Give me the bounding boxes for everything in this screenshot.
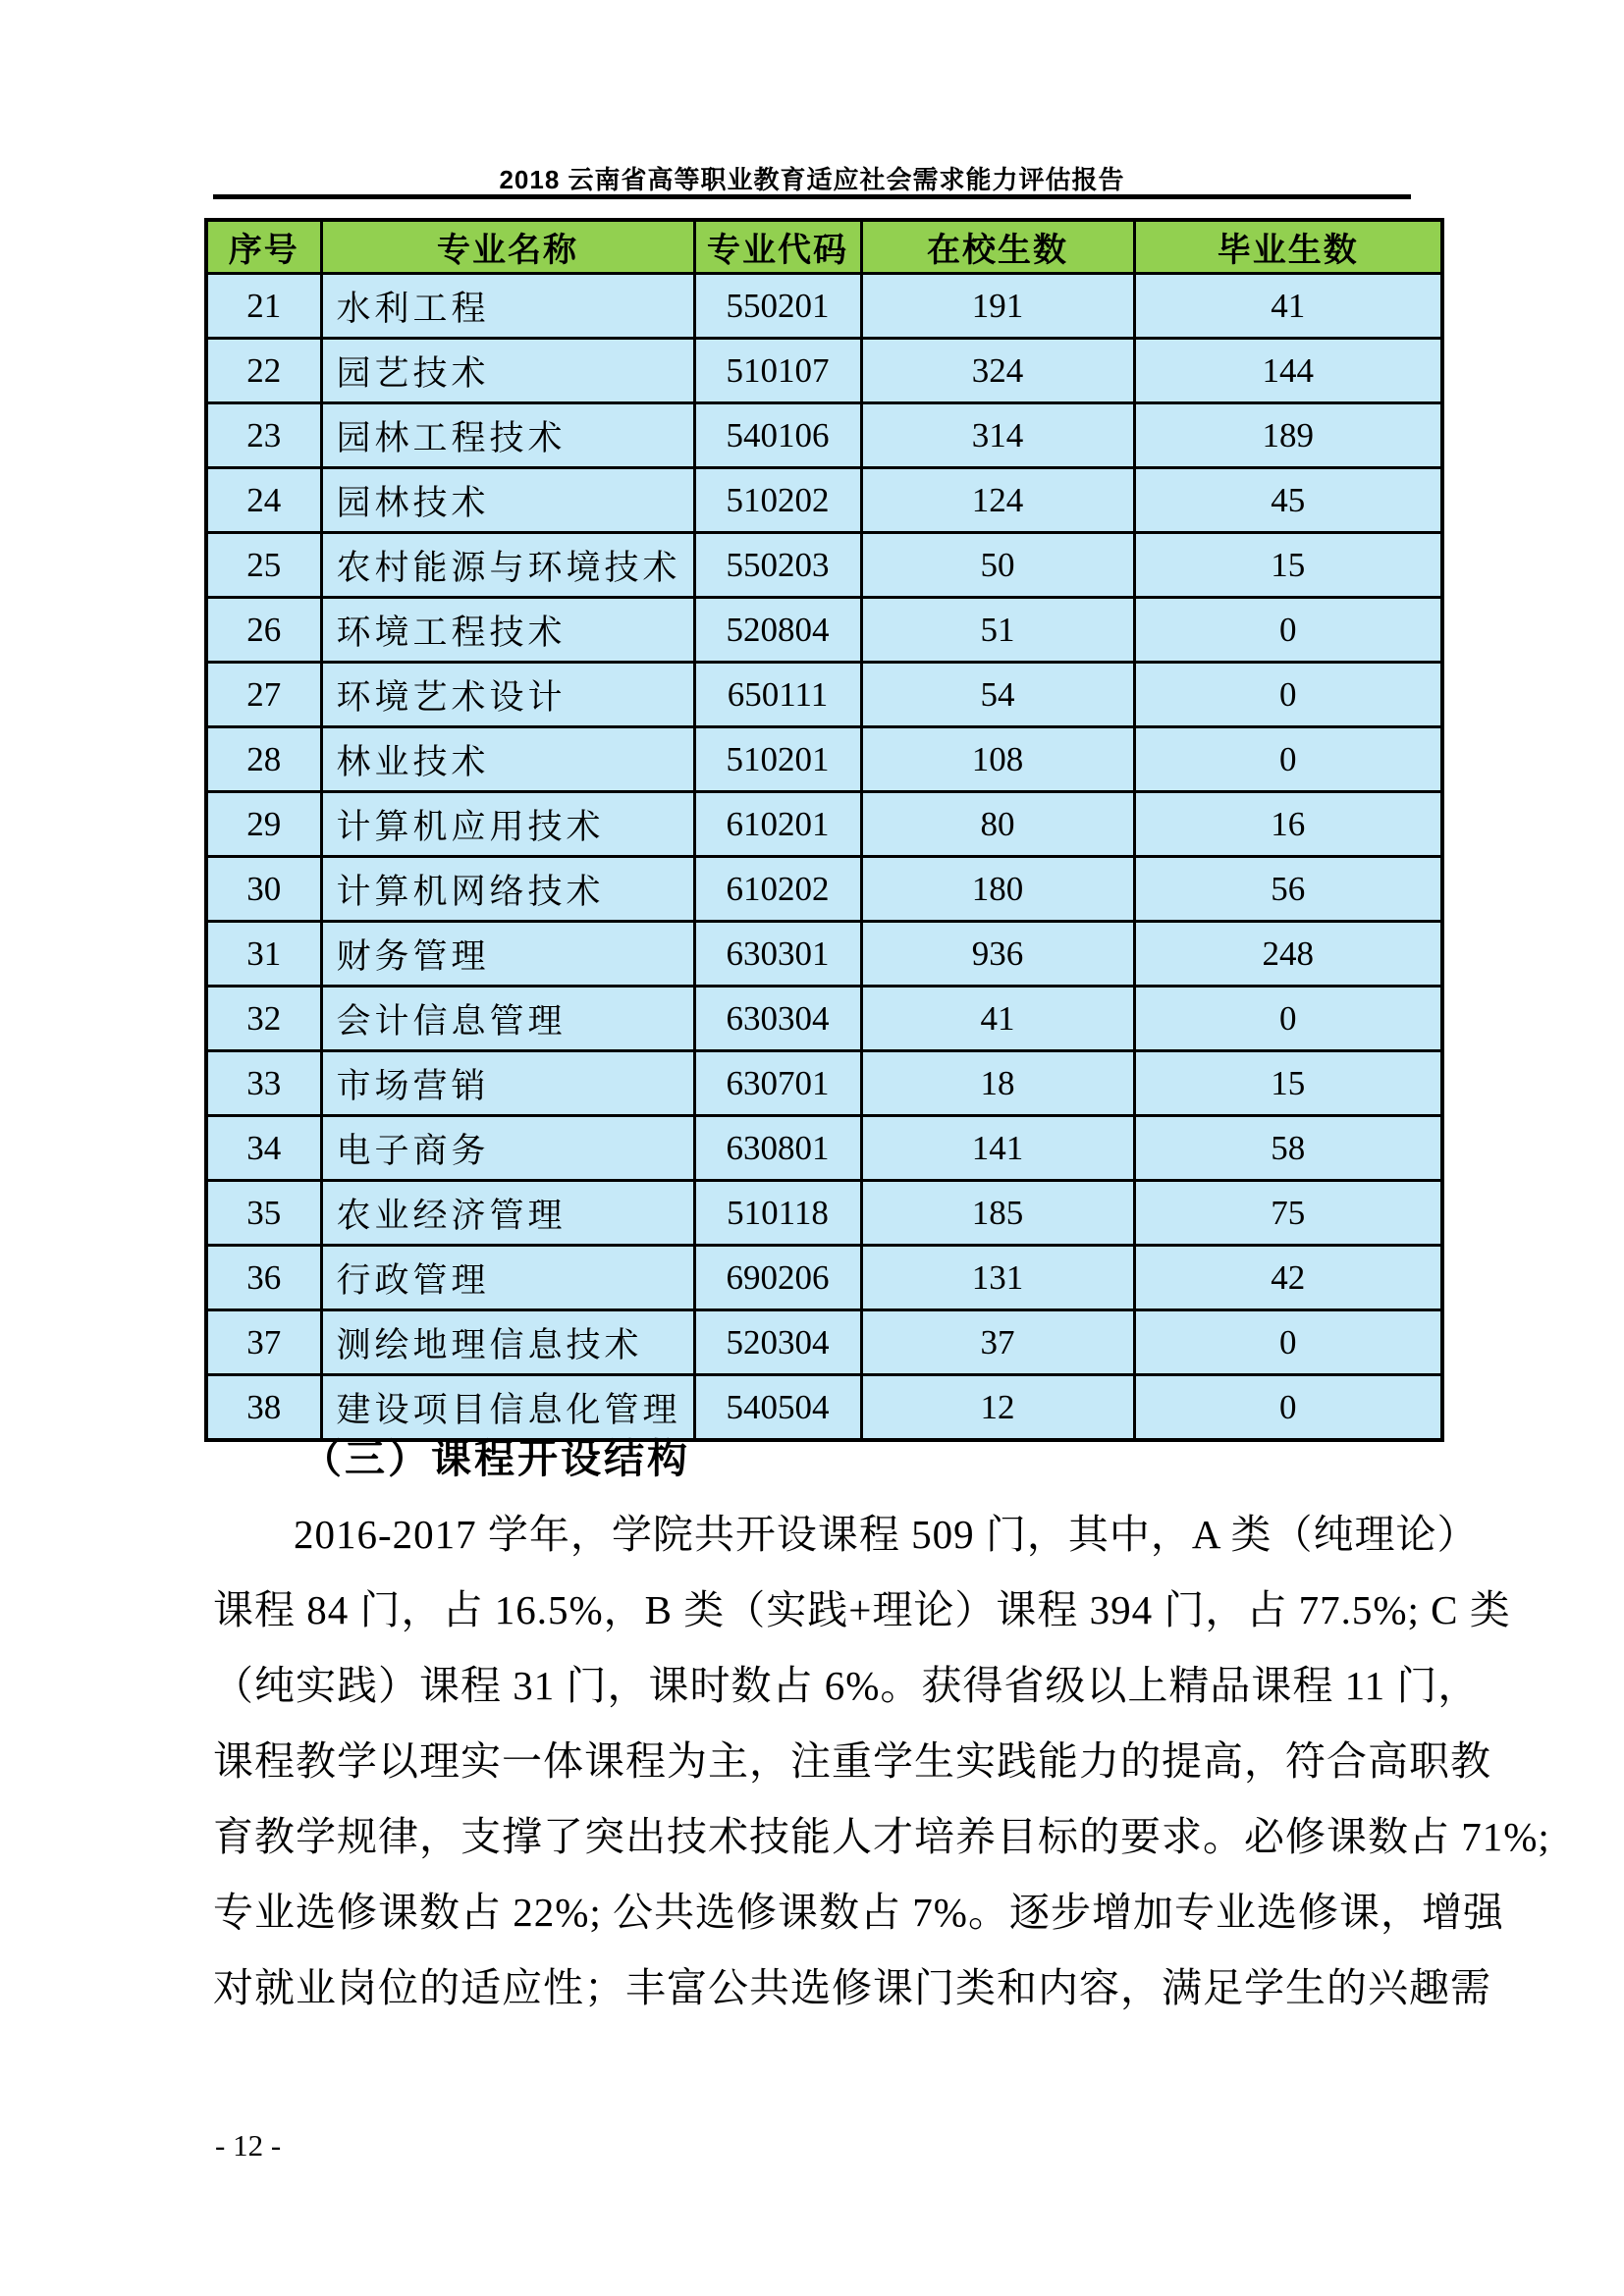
cell-graduate-count: 15 — [1134, 1051, 1442, 1116]
cell-graduate-count: 0 — [1134, 598, 1442, 663]
cell-major-name: 行政管理 — [321, 1246, 694, 1310]
cell-major-code: 520304 — [694, 1310, 861, 1375]
cell-major-name: 会计信息管理 — [321, 987, 694, 1051]
cell-major-code: 550203 — [694, 533, 861, 598]
cell-major-name: 计算机应用技术 — [321, 792, 694, 857]
table-row — [206, 533, 1442, 598]
page-number: - 12 - — [215, 2128, 282, 2163]
cell-major-code: 520804 — [694, 598, 861, 663]
table-row — [206, 857, 1442, 922]
cell-enrolled-count: 80 — [861, 792, 1134, 857]
cell-serial-number: 37 — [206, 1310, 321, 1375]
cell-graduate-count: 189 — [1134, 403, 1442, 468]
table-row — [206, 922, 1442, 987]
cell-major-code: 690206 — [694, 1246, 861, 1310]
cell-enrolled-count: 936 — [861, 922, 1134, 987]
table-row — [206, 339, 1442, 403]
cell-graduate-count: 0 — [1134, 1375, 1442, 1441]
cell-graduate-count: 56 — [1134, 857, 1442, 922]
cell-serial-number: 35 — [206, 1181, 321, 1246]
cell-major-code: 630801 — [694, 1116, 861, 1181]
cell-major-code: 540504 — [694, 1375, 861, 1441]
cell-major-name: 园林工程技术 — [321, 403, 694, 468]
cell-serial-number: 22 — [206, 339, 321, 403]
cell-graduate-count: 0 — [1134, 987, 1442, 1051]
cell-major-code: 510202 — [694, 468, 861, 533]
cell-major-name: 建设项目信息化管理 — [321, 1375, 694, 1441]
cell-enrolled-count: 191 — [861, 274, 1134, 339]
cell-serial-number: 31 — [206, 922, 321, 987]
cell-serial-number: 21 — [206, 274, 321, 339]
cell-graduate-count: 0 — [1134, 727, 1442, 792]
section-heading: （三）课程开设结构 — [301, 1436, 690, 1481]
cell-major-code: 510201 — [694, 727, 861, 792]
cell-major-name: 电子商务 — [321, 1116, 694, 1181]
table-row — [206, 663, 1442, 727]
cell-serial-number: 36 — [206, 1246, 321, 1310]
cell-serial-number: 32 — [206, 987, 321, 1051]
cell-enrolled-count: 50 — [861, 533, 1134, 598]
cell-major-name: 计算机网络技术 — [321, 857, 694, 922]
cell-major-name: 环境工程技术 — [321, 598, 694, 663]
paragraph-line: 专业选修课数占 22%; 公共选修课数占 7%。逐步增加专业选修课，增强 — [213, 1890, 1504, 1935]
cell-enrolled-count: 131 — [861, 1246, 1134, 1310]
column-header-graduate-count: 毕业生数 — [1134, 220, 1442, 274]
cell-major-name: 园艺技术 — [321, 339, 694, 403]
cell-serial-number: 38 — [206, 1375, 321, 1441]
cell-enrolled-count: 37 — [861, 1310, 1134, 1375]
table-row — [206, 1246, 1442, 1310]
cell-major-name: 农业经济管理 — [321, 1181, 694, 1246]
table-row — [206, 727, 1442, 792]
table-row — [206, 1181, 1442, 1246]
cell-enrolled-count: 141 — [861, 1116, 1134, 1181]
table-row — [206, 792, 1442, 857]
table-row — [206, 1310, 1442, 1375]
cell-serial-number: 33 — [206, 1051, 321, 1116]
table-row — [206, 468, 1442, 533]
header-rule — [213, 194, 1411, 199]
paragraph-line: 对就业岗位的适应性；丰富公共选修课门类和内容，满足学生的兴趣需 — [213, 1965, 1491, 2010]
cell-major-code: 550201 — [694, 274, 861, 339]
cell-major-code: 540106 — [694, 403, 861, 468]
table-row — [206, 274, 1442, 339]
column-header-enrolled-count: 在校生数 — [861, 220, 1134, 274]
cell-major-code: 610202 — [694, 857, 861, 922]
cell-serial-number: 23 — [206, 403, 321, 468]
cell-major-name: 测绘地理信息技术 — [321, 1310, 694, 1375]
cell-major-name: 市场营销 — [321, 1051, 694, 1116]
cell-serial-number: 34 — [206, 1116, 321, 1181]
cell-major-name: 财务管理 — [321, 922, 694, 987]
header-row — [206, 220, 1442, 274]
cell-major-name: 园林技术 — [321, 468, 694, 533]
cell-serial-number: 25 — [206, 533, 321, 598]
section-content — [213, 1421, 1550, 2026]
cell-enrolled-count: 324 — [861, 339, 1134, 403]
cell-major-code: 630701 — [694, 1051, 861, 1116]
cell-enrolled-count: 124 — [861, 468, 1134, 533]
cell-enrolled-count: 180 — [861, 857, 1134, 922]
cell-major-name: 水利工程 — [321, 274, 694, 339]
paragraph-line: （纯实践）课程 31 门，课时数占 6%。获得省级以上精品课程 11 门， — [213, 1663, 1480, 1708]
cell-major-code: 610201 — [694, 792, 861, 857]
cell-serial-number: 27 — [206, 663, 321, 727]
cell-enrolled-count: 51 — [861, 598, 1134, 663]
cell-serial-number: 28 — [206, 727, 321, 792]
cell-major-code: 650111 — [694, 663, 861, 727]
column-header-major-name: 专业名称 — [321, 220, 694, 274]
paragraph-line: 育教学规律，支撑了突出技术技能人才培养目标的要求。必修课数占 71%; — [213, 1814, 1550, 1859]
cell-major-code: 630304 — [694, 987, 861, 1051]
cell-major-name: 农村能源与环境技术 — [321, 533, 694, 598]
cell-major-code: 510107 — [694, 339, 861, 403]
table-row — [206, 1116, 1442, 1181]
cell-graduate-count: 15 — [1134, 533, 1442, 598]
cell-graduate-count: 42 — [1134, 1246, 1442, 1310]
cell-graduate-count: 0 — [1134, 1310, 1442, 1375]
paragraph-line: 课程 84 门，占 16.5%，B 类（实践+理论）课程 394 门，占 77.5%; C 类 — [213, 1587, 1511, 1632]
cell-graduate-count: 41 — [1134, 274, 1442, 339]
cell-enrolled-count: 108 — [861, 727, 1134, 792]
paragraph-line: 2016-2017 学年，学院共开设课程 509 门，其中，A 类（纯理论） — [294, 1512, 1479, 1557]
table-row — [206, 987, 1442, 1051]
cell-major-name: 林业技术 — [321, 727, 694, 792]
cell-serial-number: 30 — [206, 857, 321, 922]
cell-enrolled-count: 314 — [861, 403, 1134, 468]
cell-serial-number: 29 — [206, 792, 321, 857]
cell-enrolled-count: 54 — [861, 663, 1134, 727]
cell-graduate-count: 248 — [1134, 922, 1442, 987]
cell-major-code: 510118 — [694, 1181, 861, 1246]
cell-graduate-count: 45 — [1134, 468, 1442, 533]
cell-graduate-count: 75 — [1134, 1181, 1442, 1246]
table-row — [206, 598, 1442, 663]
cell-major-code: 630301 — [694, 922, 861, 987]
running-header-title: 2018 云南省高等职业教育适应社会需求能力评估报告 — [499, 165, 1125, 194]
cell-enrolled-count: 18 — [861, 1051, 1134, 1116]
cell-enrolled-count: 12 — [861, 1375, 1134, 1441]
cell-enrolled-count: 41 — [861, 987, 1134, 1051]
paragraph-line: 课程教学以理实一体课程为主，注重学生实践能力的提高，符合高职教 — [213, 1738, 1491, 1784]
cell-serial-number: 24 — [206, 468, 321, 533]
section-paragraph — [213, 1497, 1550, 2026]
column-header-serial-number: 序号 — [206, 220, 321, 274]
majors-table-body — [206, 274, 1442, 1441]
table-row — [206, 403, 1442, 468]
cell-graduate-count: 144 — [1134, 339, 1442, 403]
cell-enrolled-count: 185 — [861, 1181, 1134, 1246]
majors-table — [204, 218, 1444, 1442]
cell-major-name: 环境艺术设计 — [321, 663, 694, 727]
cell-graduate-count: 16 — [1134, 792, 1442, 857]
cell-serial-number: 26 — [206, 598, 321, 663]
majors-table-header — [206, 220, 1442, 274]
table-row — [206, 1051, 1442, 1116]
cell-graduate-count: 0 — [1134, 663, 1442, 727]
cell-graduate-count: 58 — [1134, 1116, 1442, 1181]
column-header-major-code: 专业代码 — [694, 220, 861, 274]
